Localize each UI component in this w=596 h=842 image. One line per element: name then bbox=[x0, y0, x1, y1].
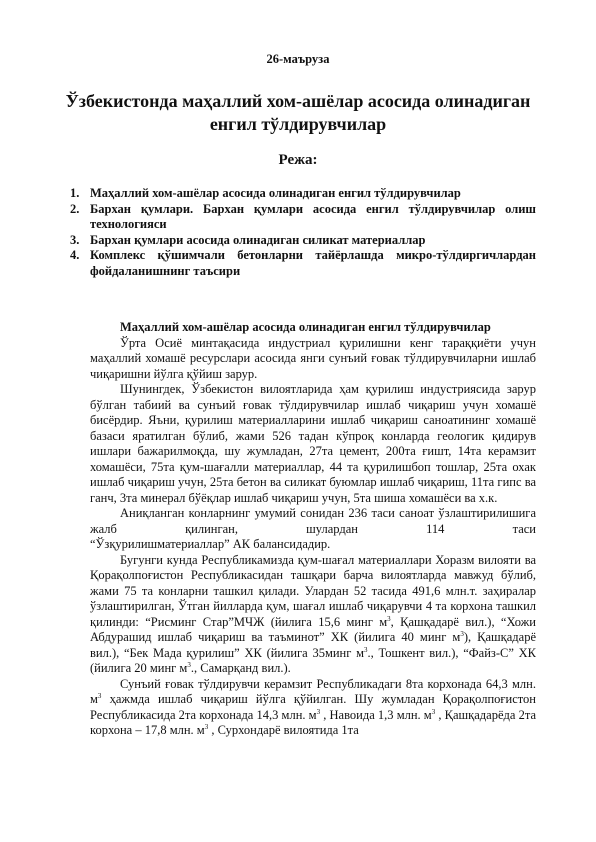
body-text bbox=[90, 320, 536, 739]
section-heading: Маҳаллий хом-ашёлар асосида олинадиган енгил тўлдирувчилар bbox=[120, 320, 491, 334]
paragraph: Бугунги кунда Республикамизда қум-шағал материаллари Хоразм вилояти ва Қорақолпоғистон Республикасидан ташқари барча вилоятларда мавжуд бўлиб, жами 75 та конларни ташкил қилади. Улардан 52 тасида 491,6 млн.т. заҳиралар ўзлаштирилган, Ўтган йилларда қум, шағал ишлаб чиқарувчи 4 та корхона ташкил қилинди: “Рисминг Стар”МЧЖ (йилига 15,6 минг $м^3$, Қашқадарё вил.), “Хожи Абдурашид ишлаб чиқариш ва таъминот” ХК (йилига 40 минг $м^3$), Қашқадарё вил.), “Бек Мада қурилиш” ХК (йилига 35минг $м^3$., Тошкент вил.), “Файз-С” ХК (йилига 20 минг $м^3$., Самарқанд вил.). bbox=[90, 552, 536, 675]
plan-list bbox=[70, 186, 536, 279]
lecture-number: 26-маъруза bbox=[266, 52, 330, 66]
paragraph: Аниқланган конларнинг умумий сонидан 236 таси саноат ўзлаштирилишига жалб қилинган, шулардан 114 таси bbox=[90, 506, 536, 536]
page-title: Ўзбекистонда маҳаллий хом-ашёлар асосида олинадиган енгил тўлдирувчилар bbox=[65, 91, 531, 134]
plan-item: 1. Маҳаллий хом-ашёлар асосида олинадиган енгил тўлдирувчилар bbox=[70, 186, 461, 200]
paragraph: Сунъий ғовак тўлдирувчи керамзит Республикадаги 8та корхонада 64,3 млн. $м^3$ ҳажмда ишлаб чиқариш йўлга қўйилган. Шу жумладан Қорақолпоғистон Республикасида 2та корхонада 14,3 млн. $м^3$ , Навоида 1,3 млн. $м^3$ , Қашқадарёда 2та корхона – 17,8 млн. $м^3$ , Сурхондарё вилоятида 1та bbox=[90, 676, 536, 737]
paragraph: “Ўзқурилишматериаллар” АК балансидадир. bbox=[90, 537, 331, 551]
plan-item: 2. Бархан қумлари. Бархан қумлари асосида енгил тўлдирувчилар олиш технологияси bbox=[70, 201, 536, 231]
paragraph: Ўрта Осиё минтақасида индустриал қурилишни кенг тараққиёти учун маҳаллий хомашё ресурслари асосида янги сунъий ғовак тўлдирувчиларни ишлаб чиқаришни йўлга қўйиш зарур. bbox=[90, 335, 536, 381]
plan-item: 3. Бархан қумлари асосида олинадиган силикат материаллар bbox=[70, 232, 426, 247]
plan-heading: Режа: bbox=[278, 152, 318, 168]
paragraph: Шунингдек, Ўзбекистон вилоятларида ҳам қурилиш индустриясида зарур бўлган табиий ва сунъий ғовак тўлдирувчилар ишлаб чиқариш учун хомашё бисёрдир. Яъни, қурилиш материалларини ишлаб чиқариш саноатининг хомашё базаси яратилган бўлиб, жами 526 тадан кўпроқ конларда геологик қидирув ишлари бажарилмоқда, шу жумладан, 27та цемент, 200та ғишт, 14та керамзит хомашёси, 75та қум-шағалли материаллар, 44 та қурилишбоп тошлар, 25та охак ишлаб чиқариш учун, 25та бетон ва силикат буюмлар ишлаб чиқариш, 11та гипс ва ганч, 3та минерал бўёқлар ишлаб чиқариш учун, 5та шиша хомашёси ва х.к. bbox=[90, 382, 536, 505]
plan-item: 4. Комплекс қўшимчали бетонларни тайёрлашда микро-тўлдиргичлардан фойдаланишнинг таъсири bbox=[70, 248, 536, 278]
